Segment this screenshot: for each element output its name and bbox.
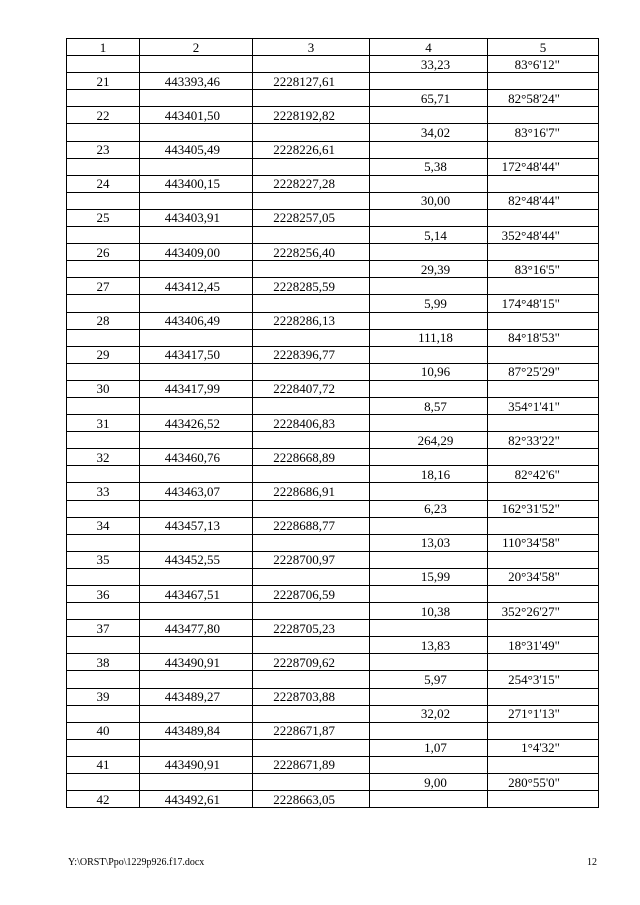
table-row xyxy=(67,568,599,585)
bearing-cell xyxy=(488,141,599,158)
y-coordinate-cell xyxy=(253,227,370,244)
point-number-cell xyxy=(67,90,140,107)
y-coordinate-cell xyxy=(253,90,370,107)
x-coordinate-cell xyxy=(140,192,253,209)
bearing-cell: 82°58'24" xyxy=(488,90,599,107)
point-number-cell: 37 xyxy=(67,620,140,637)
bearing-cell xyxy=(488,688,599,705)
point-number-cell: 30 xyxy=(67,380,140,397)
x-coordinate-cell: 443490,91 xyxy=(140,756,253,773)
column-header: 1 xyxy=(67,39,140,56)
bearing-cell: 83°16'7" xyxy=(488,124,599,141)
point-number-cell: 38 xyxy=(67,654,140,671)
table-row xyxy=(67,329,599,346)
point-number-cell: 28 xyxy=(67,312,140,329)
point-number-cell: 41 xyxy=(67,756,140,773)
distance-cell: 18,16 xyxy=(370,466,488,483)
point-number-cell: 35 xyxy=(67,551,140,568)
point-number-cell xyxy=(67,432,140,449)
y-coordinate-cell xyxy=(253,397,370,414)
x-coordinate-cell: 443412,45 xyxy=(140,278,253,295)
y-coordinate-cell: 2228396,77 xyxy=(253,346,370,363)
y-coordinate-cell xyxy=(253,774,370,791)
point-number-cell xyxy=(67,227,140,244)
x-coordinate-cell: 443409,00 xyxy=(140,244,253,261)
table-row xyxy=(67,705,599,722)
distance-cell xyxy=(370,449,488,466)
point-number-cell xyxy=(67,534,140,551)
bearing-cell: 162°31'52" xyxy=(488,500,599,517)
y-coordinate-cell: 2228285,59 xyxy=(253,278,370,295)
x-coordinate-cell: 443405,49 xyxy=(140,141,253,158)
x-coordinate-cell: 443417,99 xyxy=(140,380,253,397)
distance-cell: 5,99 xyxy=(370,295,488,312)
bearing-cell: 1°4'32" xyxy=(488,739,599,756)
x-coordinate-cell: 443403,91 xyxy=(140,209,253,226)
distance-cell: 30,00 xyxy=(370,192,488,209)
point-number-cell: 27 xyxy=(67,278,140,295)
distance-cell: 9,00 xyxy=(370,774,488,791)
bearing-cell xyxy=(488,415,599,432)
table-row xyxy=(67,124,599,141)
table-row xyxy=(67,586,599,603)
distance-cell xyxy=(370,586,488,603)
distance-cell xyxy=(370,209,488,226)
footer-file-path: Y:\ORST\Ppo\1229p926.f17.docx xyxy=(68,857,205,868)
coordinates-table xyxy=(66,38,599,808)
table-row xyxy=(67,534,599,551)
x-coordinate-cell xyxy=(140,329,253,346)
bearing-cell xyxy=(488,517,599,534)
distance-cell: 33,23 xyxy=(370,56,488,73)
table-row xyxy=(67,722,599,739)
distance-cell xyxy=(370,551,488,568)
x-coordinate-cell xyxy=(140,534,253,551)
y-coordinate-cell xyxy=(253,568,370,585)
distance-cell xyxy=(370,483,488,500)
y-coordinate-cell: 2228671,89 xyxy=(253,756,370,773)
bearing-cell: 280°55'0" xyxy=(488,774,599,791)
distance-cell xyxy=(370,107,488,124)
distance-cell xyxy=(370,312,488,329)
bearing-cell xyxy=(488,380,599,397)
column-header: 5 xyxy=(488,39,599,56)
point-number-cell xyxy=(67,397,140,414)
distance-cell xyxy=(370,620,488,637)
point-number-cell: 32 xyxy=(67,449,140,466)
distance-cell xyxy=(370,415,488,432)
x-coordinate-cell: 443393,46 xyxy=(140,73,253,90)
bearing-cell: 110°34'58" xyxy=(488,534,599,551)
point-number-cell xyxy=(67,363,140,380)
y-coordinate-cell: 2228709,62 xyxy=(253,654,370,671)
table-row xyxy=(67,432,599,449)
bearing-cell xyxy=(488,278,599,295)
table-row xyxy=(67,141,599,158)
x-coordinate-cell xyxy=(140,158,253,175)
y-coordinate-cell xyxy=(253,705,370,722)
table-row xyxy=(67,261,599,278)
distance-cell xyxy=(370,756,488,773)
bearing-cell: 254°3'15" xyxy=(488,671,599,688)
table-row xyxy=(67,620,599,637)
y-coordinate-cell xyxy=(253,363,370,380)
table-row xyxy=(67,209,599,226)
y-coordinate-cell: 2228226,61 xyxy=(253,141,370,158)
x-coordinate-cell xyxy=(140,500,253,517)
table-row xyxy=(67,603,599,620)
table-row xyxy=(67,397,599,414)
point-number-cell xyxy=(67,466,140,483)
distance-cell: 15,99 xyxy=(370,568,488,585)
y-coordinate-cell: 2228706,59 xyxy=(253,586,370,603)
distance-cell xyxy=(370,791,488,808)
table-row xyxy=(67,739,599,756)
point-number-cell xyxy=(67,261,140,278)
bearing-cell xyxy=(488,449,599,466)
point-number-cell: 31 xyxy=(67,415,140,432)
y-coordinate-cell xyxy=(253,432,370,449)
y-coordinate-cell xyxy=(253,56,370,73)
table-row xyxy=(67,380,599,397)
y-coordinate-cell xyxy=(253,500,370,517)
distance-cell xyxy=(370,654,488,671)
point-number-cell xyxy=(67,124,140,141)
bearing-cell: 87°25'29" xyxy=(488,363,599,380)
y-coordinate-cell: 2228705,23 xyxy=(253,620,370,637)
point-number-cell xyxy=(67,56,140,73)
distance-cell xyxy=(370,244,488,261)
distance-cell xyxy=(370,722,488,739)
table-row xyxy=(67,654,599,671)
bearing-cell xyxy=(488,483,599,500)
x-coordinate-cell: 443452,55 xyxy=(140,551,253,568)
bearing-cell xyxy=(488,551,599,568)
table-row xyxy=(67,774,599,791)
point-number-cell xyxy=(67,705,140,722)
distance-cell xyxy=(370,73,488,90)
x-coordinate-cell: 443400,15 xyxy=(140,175,253,192)
bearing-cell xyxy=(488,73,599,90)
bearing-cell: 20°34'58" xyxy=(488,568,599,585)
bearing-cell xyxy=(488,654,599,671)
x-coordinate-cell xyxy=(140,466,253,483)
y-coordinate-cell: 2228407,72 xyxy=(253,380,370,397)
x-coordinate-cell xyxy=(140,568,253,585)
point-number-cell xyxy=(67,739,140,756)
distance-cell: 6,23 xyxy=(370,500,488,517)
x-coordinate-cell: 443467,51 xyxy=(140,586,253,603)
point-number-cell: 23 xyxy=(67,141,140,158)
y-coordinate-cell: 2228192,82 xyxy=(253,107,370,124)
point-number-cell xyxy=(67,329,140,346)
x-coordinate-cell xyxy=(140,603,253,620)
distance-cell: 10,38 xyxy=(370,603,488,620)
y-coordinate-cell: 2228257,05 xyxy=(253,209,370,226)
bearing-cell: 172°48'44" xyxy=(488,158,599,175)
table-body xyxy=(67,56,599,808)
x-coordinate-cell: 443477,80 xyxy=(140,620,253,637)
x-coordinate-cell xyxy=(140,124,253,141)
distance-cell: 32,02 xyxy=(370,705,488,722)
point-number-cell: 36 xyxy=(67,586,140,603)
x-coordinate-cell xyxy=(140,261,253,278)
table-row xyxy=(67,175,599,192)
bearing-cell xyxy=(488,312,599,329)
point-number-cell xyxy=(67,637,140,654)
bearing-cell xyxy=(488,791,599,808)
x-coordinate-cell: 443417,50 xyxy=(140,346,253,363)
distance-cell xyxy=(370,346,488,363)
x-coordinate-cell: 443492,61 xyxy=(140,791,253,808)
column-header: 4 xyxy=(370,39,488,56)
bearing-cell xyxy=(488,722,599,739)
point-number-cell xyxy=(67,671,140,688)
y-coordinate-cell: 2228286,13 xyxy=(253,312,370,329)
distance-cell: 10,96 xyxy=(370,363,488,380)
point-number-cell: 24 xyxy=(67,175,140,192)
table-row xyxy=(67,466,599,483)
x-coordinate-cell: 443401,50 xyxy=(140,107,253,124)
y-coordinate-cell: 2228686,91 xyxy=(253,483,370,500)
y-coordinate-cell xyxy=(253,637,370,654)
y-coordinate-cell: 2228127,61 xyxy=(253,73,370,90)
distance-cell: 8,57 xyxy=(370,397,488,414)
x-coordinate-cell xyxy=(140,90,253,107)
point-number-cell xyxy=(67,192,140,209)
bearing-cell: 83°16'5" xyxy=(488,261,599,278)
table-row xyxy=(67,791,599,808)
point-number-cell: 33 xyxy=(67,483,140,500)
table-row xyxy=(67,517,599,534)
x-coordinate-cell xyxy=(140,432,253,449)
table-row xyxy=(67,637,599,654)
distance-cell: 13,83 xyxy=(370,637,488,654)
x-coordinate-cell: 443460,76 xyxy=(140,449,253,466)
x-coordinate-cell: 443489,84 xyxy=(140,722,253,739)
distance-cell xyxy=(370,380,488,397)
bearing-cell xyxy=(488,175,599,192)
y-coordinate-cell xyxy=(253,124,370,141)
point-number-cell xyxy=(67,568,140,585)
table-row xyxy=(67,415,599,432)
x-coordinate-cell xyxy=(140,637,253,654)
footer-page-number: 12 xyxy=(587,857,597,868)
x-coordinate-cell xyxy=(140,227,253,244)
x-coordinate-cell: 443426,52 xyxy=(140,415,253,432)
bearing-cell xyxy=(488,756,599,773)
table-row xyxy=(67,312,599,329)
table-row xyxy=(67,756,599,773)
bearing-cell xyxy=(488,586,599,603)
point-number-cell xyxy=(67,158,140,175)
distance-cell: 65,71 xyxy=(370,90,488,107)
table-row xyxy=(67,192,599,209)
table-row xyxy=(67,244,599,261)
bearing-cell: 82°42'6" xyxy=(488,466,599,483)
x-coordinate-cell: 443406,49 xyxy=(140,312,253,329)
point-number-cell: 22 xyxy=(67,107,140,124)
y-coordinate-cell xyxy=(253,158,370,175)
y-coordinate-cell xyxy=(253,534,370,551)
distance-cell xyxy=(370,175,488,192)
distance-cell: 111,18 xyxy=(370,329,488,346)
table-row xyxy=(67,227,599,244)
column-header: 3 xyxy=(253,39,370,56)
bearing-cell: 83°6'12" xyxy=(488,56,599,73)
y-coordinate-cell: 2228663,05 xyxy=(253,791,370,808)
point-number-cell: 40 xyxy=(67,722,140,739)
bearing-cell: 174°48'15" xyxy=(488,295,599,312)
y-coordinate-cell xyxy=(253,329,370,346)
distance-cell: 29,39 xyxy=(370,261,488,278)
table-row xyxy=(67,483,599,500)
x-coordinate-cell xyxy=(140,397,253,414)
point-number-cell: 34 xyxy=(67,517,140,534)
bearing-cell xyxy=(488,107,599,124)
table-row xyxy=(67,295,599,312)
table-header-row xyxy=(67,39,599,56)
y-coordinate-cell xyxy=(253,466,370,483)
bearing-cell: 82°48'44" xyxy=(488,192,599,209)
table-row xyxy=(67,73,599,90)
bearing-cell xyxy=(488,346,599,363)
y-coordinate-cell xyxy=(253,671,370,688)
table-row xyxy=(67,346,599,363)
x-coordinate-cell xyxy=(140,363,253,380)
table-row xyxy=(67,363,599,380)
y-coordinate-cell xyxy=(253,295,370,312)
x-coordinate-cell: 443489,27 xyxy=(140,688,253,705)
y-coordinate-cell xyxy=(253,603,370,620)
distance-cell xyxy=(370,517,488,534)
point-number-cell xyxy=(67,500,140,517)
x-coordinate-cell: 443463,07 xyxy=(140,483,253,500)
y-coordinate-cell: 2228700,97 xyxy=(253,551,370,568)
bearing-cell: 84°18'53" xyxy=(488,329,599,346)
point-number-cell: 21 xyxy=(67,73,140,90)
x-coordinate-cell: 443490,91 xyxy=(140,654,253,671)
y-coordinate-cell: 2228406,83 xyxy=(253,415,370,432)
y-coordinate-cell: 2228703,88 xyxy=(253,688,370,705)
bearing-cell: 82°33'22" xyxy=(488,432,599,449)
bearing-cell xyxy=(488,244,599,261)
point-number-cell: 42 xyxy=(67,791,140,808)
table-row xyxy=(67,90,599,107)
distance-cell: 13,03 xyxy=(370,534,488,551)
point-number-cell xyxy=(67,603,140,620)
table-row xyxy=(67,449,599,466)
column-header: 2 xyxy=(140,39,253,56)
table-row xyxy=(67,500,599,517)
y-coordinate-cell: 2228671,87 xyxy=(253,722,370,739)
point-number-cell xyxy=(67,774,140,791)
table-row xyxy=(67,107,599,124)
table-row xyxy=(67,278,599,295)
bearing-cell: 352°48'44" xyxy=(488,227,599,244)
bearing-cell: 352°26'27" xyxy=(488,603,599,620)
x-coordinate-cell xyxy=(140,56,253,73)
point-number-cell: 26 xyxy=(67,244,140,261)
y-coordinate-cell: 2228227,28 xyxy=(253,175,370,192)
x-coordinate-cell: 443457,13 xyxy=(140,517,253,534)
x-coordinate-cell xyxy=(140,671,253,688)
table-row xyxy=(67,551,599,568)
point-number-cell: 39 xyxy=(67,688,140,705)
table-row xyxy=(67,158,599,175)
table-row xyxy=(67,671,599,688)
distance-cell xyxy=(370,278,488,295)
y-coordinate-cell xyxy=(253,261,370,278)
table-row xyxy=(67,56,599,73)
distance-cell xyxy=(370,141,488,158)
distance-cell xyxy=(370,688,488,705)
y-coordinate-cell xyxy=(253,192,370,209)
distance-cell: 34,02 xyxy=(370,124,488,141)
point-number-cell: 29 xyxy=(67,346,140,363)
y-coordinate-cell: 2228668,89 xyxy=(253,449,370,466)
bearing-cell xyxy=(488,620,599,637)
y-coordinate-cell: 2228256,40 xyxy=(253,244,370,261)
bearing-cell: 354°1'41" xyxy=(488,397,599,414)
x-coordinate-cell xyxy=(140,774,253,791)
table-row xyxy=(67,688,599,705)
distance-cell: 5,97 xyxy=(370,671,488,688)
bearing-cell xyxy=(488,209,599,226)
distance-cell: 5,14 xyxy=(370,227,488,244)
point-number-cell xyxy=(67,295,140,312)
y-coordinate-cell xyxy=(253,739,370,756)
y-coordinate-cell: 2228688,77 xyxy=(253,517,370,534)
bearing-cell: 18°31'49" xyxy=(488,637,599,654)
x-coordinate-cell xyxy=(140,739,253,756)
x-coordinate-cell xyxy=(140,295,253,312)
distance-cell: 5,38 xyxy=(370,158,488,175)
distance-cell: 1,07 xyxy=(370,739,488,756)
x-coordinate-cell xyxy=(140,705,253,722)
bearing-cell: 271°1'13" xyxy=(488,705,599,722)
point-number-cell: 25 xyxy=(67,209,140,226)
distance-cell: 264,29 xyxy=(370,432,488,449)
